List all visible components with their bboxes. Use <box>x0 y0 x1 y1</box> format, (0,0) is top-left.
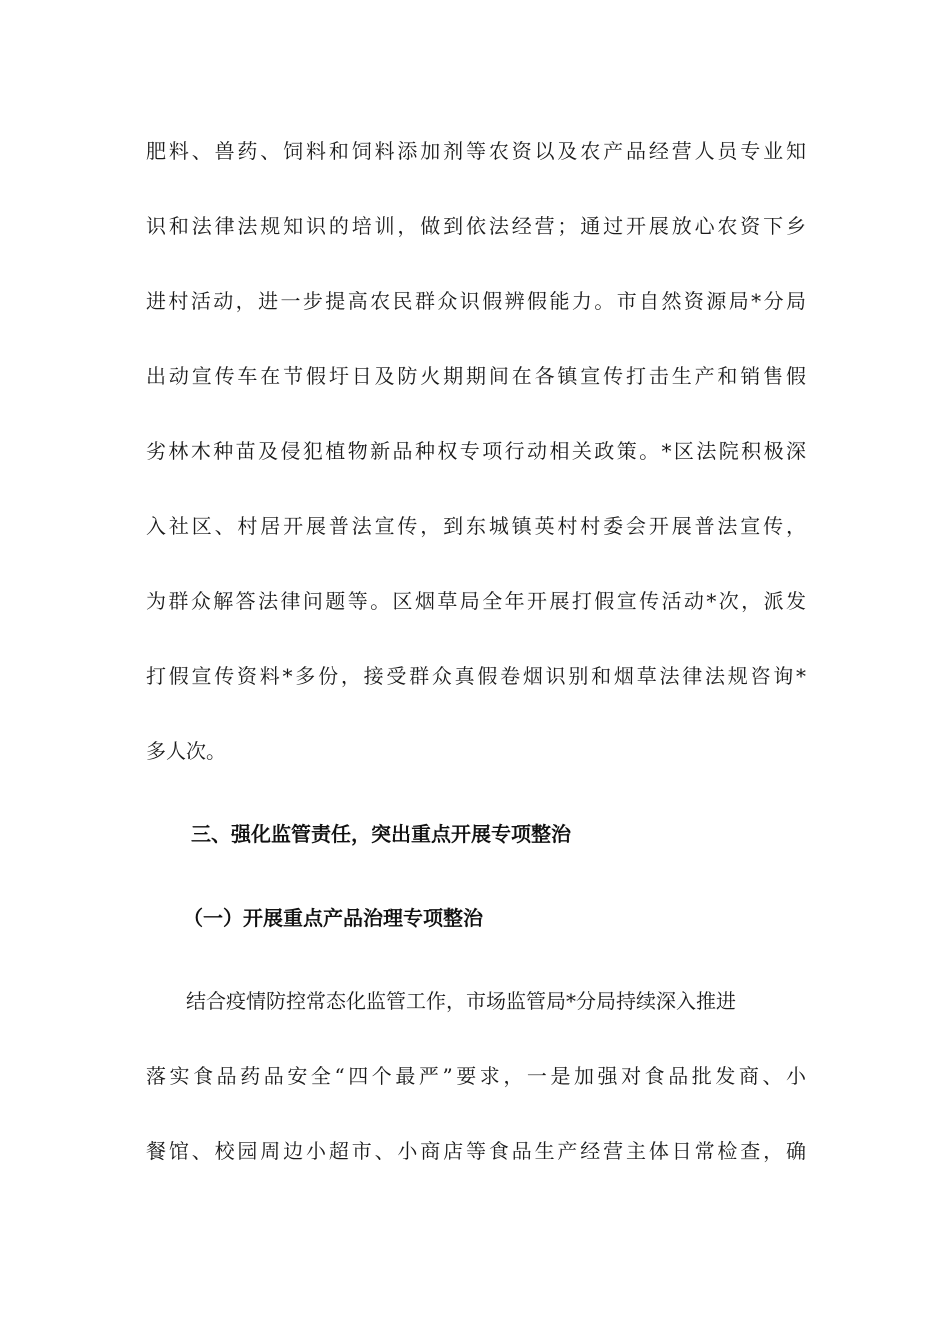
paragraph-1-line-6: 入社区、村居开展普法宣传，到东城镇英村村委会开展普法宣传， <box>146 514 806 538</box>
paragraph-1-line-2: 识和法律法规知识的培训，做到依法经营；通过开展放心农资下乡 <box>146 214 806 238</box>
paragraph-1-line-9: 多人次。 <box>146 739 226 763</box>
subsection-heading: （一）开展重点产品治理专项整治 <box>183 906 483 930</box>
paragraph-1-line-3: 进村活动，进一步提高农民群众识假辨假能力。市自然资源局*分局 <box>146 289 806 313</box>
paragraph-2-line-3: 餐馆、校园周边小超市、小商店等食品生产经营主体日常检查，确 <box>146 1139 806 1163</box>
section-heading: 三、强化监管责任，突出重点开展专项整治 <box>191 822 571 846</box>
paragraph-2-line-2: 落实食品药品安全“四个最严”要求，一是加强对食品批发商、小 <box>146 1064 806 1088</box>
paragraph-1-line-8: 打假宣传资料*多份，接受群众真假卷烟识别和烟草法律法规咨询* <box>146 664 806 688</box>
paragraph-1-line-1: 肥料、兽药、饲料和饲料添加剂等农资以及农产品经营人员专业知 <box>146 139 806 163</box>
paragraph-1-line-7: 为群众解答法律问题等。区烟草局全年开展打假宣传活动*次，派发 <box>146 589 806 613</box>
paragraph-1-line-5: 劣林木种苗及侵犯植物新品种权专项行动相关政策。*区法院积极深 <box>146 439 806 463</box>
paragraph-1-line-4: 出动宣传车在节假圩日及防火期期间在各镇宣传打击生产和销售假 <box>146 364 806 388</box>
paragraph-2-line-1: 结合疫情防控常态化监管工作，市场监管局*分局持续深入推进 <box>146 989 736 1013</box>
